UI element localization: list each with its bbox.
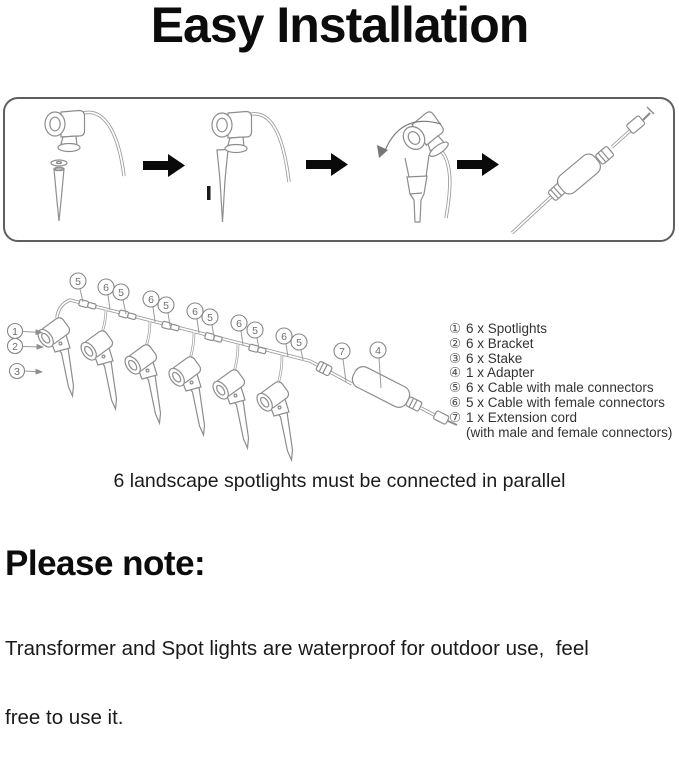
legend-num <box>449 426 466 441</box>
legend-item <box>449 411 672 426</box>
cable-connector <box>161 321 179 332</box>
spotlight-illustration <box>254 379 293 460</box>
legend-label: 6 x Spotlights <box>466 321 548 336</box>
parts-legend <box>449 322 672 440</box>
step-4-power-adapter-cord <box>512 107 654 233</box>
spotlight-illustration <box>166 354 205 435</box>
legend-item <box>449 352 672 367</box>
diagram-caption: 6 landscape spotlights must be connected in parallel <box>113 470 566 492</box>
legend-label: (with male and female connectors) <box>466 424 673 440</box>
legend-label: 6 x Bracket <box>466 335 534 351</box>
svg-text:1: 1 <box>12 325 18 338</box>
svg-text:3: 3 <box>14 365 20 378</box>
callout-cable-6 <box>98 279 114 310</box>
page-title: Easy Installation <box>150 0 529 53</box>
legend-item <box>449 366 672 381</box>
legend-item <box>449 396 672 411</box>
callout-spotlight-1 <box>8 324 43 339</box>
callout-bracket-2 <box>8 339 44 354</box>
svg-text:5: 5 <box>207 311 213 324</box>
spotlight-chain-diagram <box>8 273 458 460</box>
legend-num: ⑦ <box>449 409 462 425</box>
legend-item <box>449 322 672 337</box>
svg-text:5: 5 <box>252 324 258 337</box>
svg-text:6: 6 <box>236 317 242 330</box>
note-body <box>5 591 665 775</box>
callout-cable-5 <box>70 273 86 302</box>
legend-num: ⑤ <box>449 380 462 396</box>
legend-label: 1 x Extension cord <box>466 409 578 425</box>
step-3-spotlight-angle-adjust <box>377 110 454 222</box>
ground-mark <box>207 186 211 200</box>
cable-connector <box>78 299 96 310</box>
legend-item-continuation <box>449 426 672 441</box>
step-2-spotlight-assembled <box>207 112 289 223</box>
note-body-line: Transformer and Spot lights are waterproof for outdoor use, feel <box>5 637 589 660</box>
svg-text:6: 6 <box>281 330 287 343</box>
legend-num: ③ <box>449 350 462 366</box>
legend-num: ⑥ <box>449 394 462 410</box>
cable-connector <box>118 310 136 321</box>
callout-cable-6 <box>143 291 159 322</box>
legend-label: 1 x Adapter <box>466 365 535 381</box>
legend-label: 5 x Cable with female connectors <box>466 394 665 410</box>
legend-label: 6 x Stake <box>466 350 523 366</box>
step-1-spotlight-stake-detached <box>45 111 124 222</box>
spotlight-illustration <box>78 328 117 409</box>
svg-text:4: 4 <box>375 344 381 357</box>
legend-num: ② <box>449 335 462 351</box>
svg-text:6: 6 <box>148 293 154 306</box>
svg-text:7: 7 <box>339 345 345 358</box>
svg-text:6: 6 <box>103 281 109 294</box>
svg-text:5: 5 <box>118 286 124 299</box>
right-arrow-icon <box>457 153 499 176</box>
spotlight-illustration <box>210 367 249 448</box>
svg-text:6: 6 <box>192 305 198 318</box>
cable-connector <box>248 344 266 355</box>
spotlight-illustration <box>122 342 161 423</box>
svg-text:5: 5 <box>75 275 81 288</box>
svg-text:5: 5 <box>296 336 302 349</box>
legend-item <box>449 337 672 352</box>
right-arrow-icon <box>306 153 348 176</box>
legend-num: ④ <box>449 365 462 381</box>
right-arrow-icon <box>143 154 185 177</box>
svg-text:2: 2 <box>12 340 18 353</box>
spotlight-illustration <box>35 315 74 396</box>
note-heading: Please note: <box>5 544 206 583</box>
note-body-line: free to use it. <box>5 706 124 729</box>
svg-text:5: 5 <box>163 299 169 312</box>
legend-item <box>449 381 672 396</box>
extension-cord-and-adapter <box>310 361 457 425</box>
callout-cable-6 <box>187 303 203 333</box>
legend-num: ① <box>449 321 462 336</box>
callout-stake-3 <box>10 364 43 379</box>
legend-label: 6 x Cable with male connectors <box>466 380 654 396</box>
